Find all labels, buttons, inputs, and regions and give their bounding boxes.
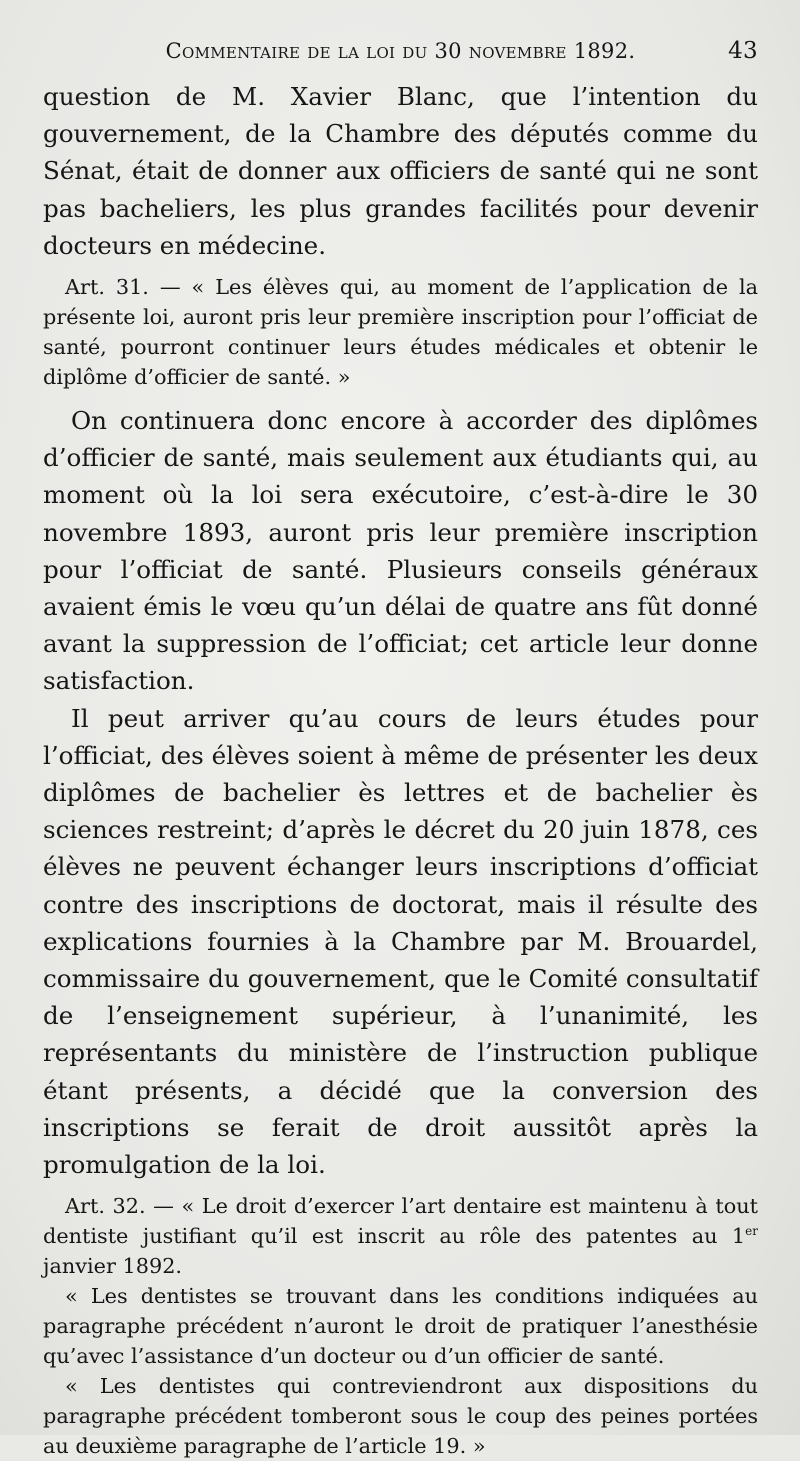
paragraph-conversion: Il peut arriver qu’au cours de leurs études pour l’officiat, des élèves soient à même de présenter les deux diplômes de bachelier ès lettres et de bachelier ès sciences restreint; d’après le décret du 20 juin 1878, ces élèves ne peuvent échanger leurs inscriptions d’officiat contre des inscriptions de doctorat, mais il résulte des explications fournies à la Chambre par M. Brouardel, commissaire du gouvernement, que le Comité consultatif de l’enseignement supérieur, à l’unanimité, les représentants du ministère de l’instruction publique étant présents, a décidé que la conversion des inscriptions se ferait de droit aussitôt après la promulgation de la loi. [43, 703, 758, 1180]
running-head [43, 38, 758, 78]
main-text [43, 78, 758, 1461]
article-32 [43, 1191, 758, 1281]
page-number: 43 [728, 38, 758, 64]
quote-anesthesie: « Les dentistes se trouvant dans les conditions indiquées au paragraphe précédent n’auront le droit de pratiquer l’anesthésie qu’avec l’assistance d’un docteur ou d’un officier de santé. [43, 1284, 758, 1369]
article-32-date: janvier 1892. [43, 1254, 183, 1279]
paragraph-continuation: question de M. Xavier Blanc, que l’intention du gouvernement, de la Chambre des députés comme du Sénat, était de donner aux officiers de santé qui ne sont pas bacheliers, les plus grandes facilités pour devenir docteurs en médecine. [43, 82, 758, 260]
article-32-text: Art. 32. — « Le droit d’exercer l’art dentaire est maintenu à tout dentiste justifiant qu’il est inscrit au rôle des patentes au 1 [43, 1194, 758, 1249]
article-31: Art. 31. — « Les élèves qui, au moment de l’application de la présente loi, auront pris leur première inscription pour l’officiat de santé, pourront continuer leurs études médicales et obtenir le diplôme d’officier de santé. » [43, 275, 758, 390]
quote-peines: « Les dentistes qui contreviendront aux dispositions du paragraphe précédent tomberont sous le coup des peines portées au deuxième paragraphe de l’article 19. » [43, 1374, 758, 1459]
paragraph-officiat: On continuera donc encore à accorder des diplômes d’officier de santé, mais seulement aux étudiants qui, au moment où la loi sera exécutoire, c’est-à-dire le 30 novembre 1893, auront pris leur première inscription pour l’officiat de santé. Plusieurs conseils généraux avaient émis le vœu qu’un délai de quatre ans fût donné avant la suppression de l’officiat; cet article leur donne satisfaction. [43, 406, 758, 696]
running-title: Commentaire de la loi du 30 novembre 1892. [165, 39, 636, 63]
ordinal-superscript: er [745, 1224, 758, 1239]
